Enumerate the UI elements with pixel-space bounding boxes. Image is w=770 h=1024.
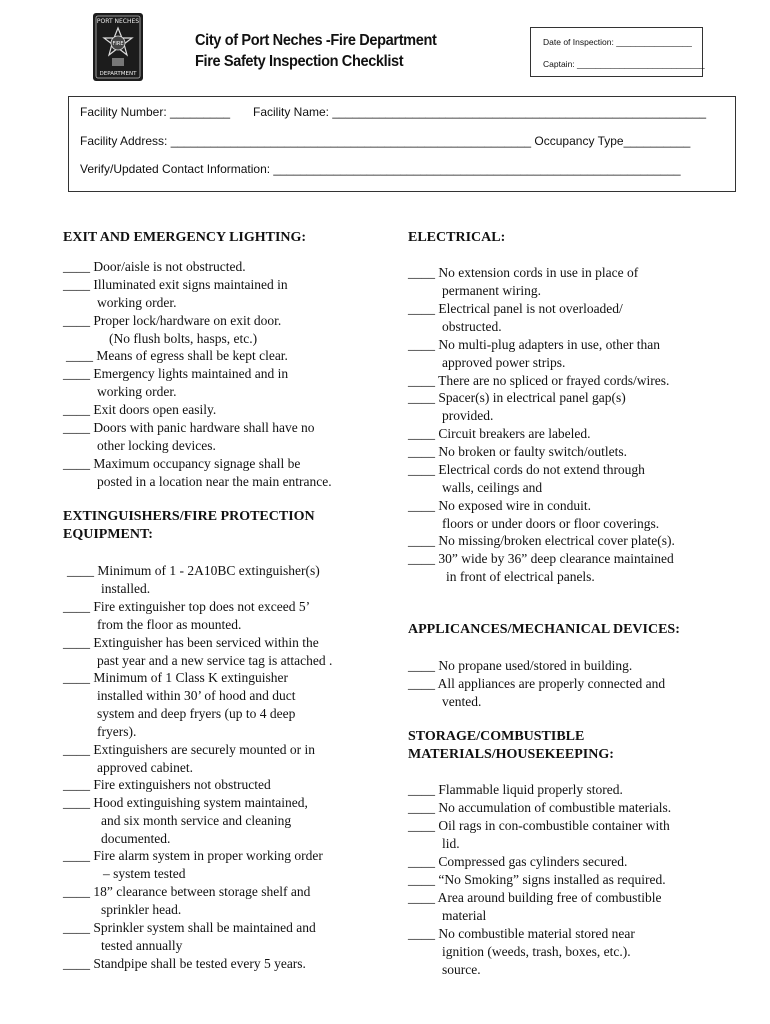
checklist-item-continuation: from the floor as mounted. — [97, 617, 242, 632]
facility-info-box — [68, 96, 736, 192]
title-line-1: City of Port Neches -Fire Department — [195, 32, 437, 49]
checklist-item[interactable]: ____ Hood extinguishing system maintained, — [63, 795, 308, 810]
contact-info-field[interactable]: Verify/Updated Contact Information: _____________________________________________________________ — [80, 162, 681, 176]
checklist-item[interactable]: ____ Exit doors open easily. — [63, 402, 217, 417]
checklist-item[interactable]: ____ Electrical cords do not extend through — [408, 462, 645, 477]
checklist-item-continuation: material — [442, 908, 487, 923]
checklist-item[interactable]: ____ Area around building free of combustible — [408, 890, 662, 905]
checklist-item-continuation: permanent wiring. — [442, 283, 541, 298]
date-of-inspection-field[interactable]: Date of Inspection: ________________ — [543, 37, 692, 47]
checklist-item[interactable]: ____ Emergency lights maintained and in — [63, 366, 289, 381]
checklist-item[interactable]: ____ No extension cords in use in place of — [408, 265, 639, 280]
checklist-item-continuation: obstructed. — [442, 319, 502, 334]
facility-number-field[interactable]: Facility Number: _________ — [80, 105, 231, 119]
checklist-item[interactable]: ____ Proper lock/hardware on exit door. — [63, 313, 282, 328]
svg-text:FIRE: FIRE — [112, 41, 124, 47]
checklist-item[interactable]: ____ Sprinkler system shall be maintained and — [63, 920, 316, 935]
checklist-item-continuation: approved power strips. — [442, 355, 566, 370]
svg-text:DEPARTMENT: DEPARTMENT — [99, 71, 137, 77]
title-line-2: Fire Safety Inspection Checklist — [195, 53, 404, 70]
checklist-item-continuation: system and deep fryers (up to 4 deep — [97, 706, 296, 721]
checklist-item-continuation: tested annually — [101, 938, 183, 953]
svg-text:PORT NECHES: PORT NECHES — [96, 18, 140, 25]
checklist-item[interactable]: ____ There are no spliced or frayed cords/wires. — [408, 373, 670, 388]
checklist-item[interactable]: ____ “No Smoking” signs installed as required. — [408, 872, 666, 887]
checklist-item-continuation: other locking devices. — [97, 438, 216, 453]
exit-lighting-heading: EXIT AND EMERGENCY LIGHTING: — [63, 230, 307, 245]
checklist-item-continuation: documented. — [101, 831, 171, 846]
checklist-item-continuation: provided. — [442, 408, 494, 423]
checklist-item[interactable]: ____ Compressed gas cylinders secured. — [408, 854, 628, 869]
facility-name-field[interactable]: Facility Name: ________________________________________________________ — [253, 105, 707, 119]
checklist-item[interactable]: ____ Standpipe shall be tested every 5 years. — [63, 956, 306, 971]
checklist-item[interactable]: ____ Minimum of 1 - 2A10BC extinguisher(s) — [67, 563, 320, 578]
checklist-item-continuation: working order. — [97, 384, 177, 399]
page-title — [195, 30, 436, 72]
checklist-item-continuation: source. — [442, 962, 481, 977]
checklist-item-continuation: – system tested — [103, 866, 186, 881]
checklist-item[interactable]: ____ No accumulation of combustible materials. — [408, 800, 672, 815]
checklist-item[interactable]: ____ 30” wide by 36” deep clearance maintained — [408, 551, 674, 566]
checklist-item[interactable]: ____ Means of egress shall be kept clear. — [66, 348, 288, 363]
checklist-item[interactable]: ____ No combustible material stored near — [408, 926, 635, 941]
checklist-item[interactable]: ____ Fire alarm system in proper working order — [63, 848, 323, 863]
captain-field[interactable]: Captain: ___________________________ — [543, 59, 705, 69]
checklist-item-continuation: installed. — [101, 581, 151, 596]
checklist-item-continuation: floors or under doors or floor coverings. — [442, 516, 660, 531]
facility-address-field[interactable]: Facility Address: ______________________________________________________ Occupancy Type__________ — [80, 134, 691, 148]
checklist-item-continuation: (No flush bolts, hasps, etc.) — [109, 331, 258, 346]
checklist-item-continuation: posted in a location near the main entrance. — [97, 474, 332, 489]
checklist-item[interactable]: ____ Flammable liquid properly stored. — [408, 782, 623, 797]
electrical-heading: ELECTRICAL: — [408, 230, 506, 245]
fire-department-badge — [92, 12, 144, 82]
extinguishers-heading-line-1: EXTINGUISHERS/FIRE PROTECTION — [63, 509, 315, 524]
checklist-item-continuation: installed within 30’ of hood and duct — [97, 688, 296, 703]
checklist-item[interactable]: ____ Circuit breakers are labeled. — [408, 426, 591, 441]
storage-heading-line-1: STORAGE/COMBUSTIBLE — [408, 729, 585, 744]
checklist-item-continuation: sprinkler head. — [101, 902, 182, 917]
checklist-item[interactable]: ____ Door/aisle is not obstructed. — [63, 259, 246, 274]
checklist-item[interactable]: ____ Fire extinguisher top does not exceed 5’ — [63, 599, 311, 614]
checklist-item[interactable]: ____ No propane used/stored in building. — [408, 658, 633, 673]
checklist-item-continuation: in front of electrical panels. — [446, 569, 595, 584]
checklist-item-continuation: ignition (weeds, trash, boxes, etc.). — [442, 944, 631, 959]
checklist-item-continuation: fryers). — [97, 724, 137, 739]
checklist-item[interactable]: ____ No multi-plug adapters in use, other than — [408, 337, 660, 352]
checklist-item[interactable]: ____ No missing/broken electrical cover plate(s). — [408, 533, 675, 548]
appliances-heading: APPLICANCES/MECHANICAL DEVICES: — [408, 622, 680, 637]
checklist-item-continuation: approved cabinet. — [97, 760, 193, 775]
checklist-item[interactable]: ____ No broken or faulty switch/outlets. — [408, 444, 627, 459]
checklist-item-continuation: walls, ceilings and — [442, 480, 543, 495]
checklist-item[interactable]: ____ Extinguisher has been serviced within the — [63, 635, 319, 650]
checklist-item[interactable]: ____ Doors with panic hardware shall have no — [63, 420, 315, 435]
checklist-item-continuation: past year and a new service tag is attached . — [97, 653, 333, 668]
checklist-item[interactable]: ____ Oil rags in con-combustible container with — [408, 818, 670, 833]
storage-heading-line-2: MATERIALS/HOUSEKEEPING: — [408, 747, 614, 762]
checklist-item[interactable]: ____ Maximum occupancy signage shall be — [63, 456, 301, 471]
checklist-item[interactable]: ____ No exposed wire in conduit. — [408, 498, 591, 513]
checklist-item[interactable]: ____ All appliances are properly connected and — [408, 676, 666, 691]
checklist-item[interactable]: ____ Electrical panel is not overloaded/ — [408, 301, 623, 316]
checklist-item-continuation: working order. — [97, 295, 177, 310]
checklist-item-continuation: lid. — [442, 836, 460, 851]
checklist-item[interactable]: ____ 18” clearance between storage shelf and — [63, 884, 311, 899]
extinguishers-heading-line-2: EQUIPMENT: — [63, 527, 153, 542]
inspection-box — [530, 27, 703, 77]
checklist-item[interactable]: ____ Minimum of 1 Class K extinguisher — [63, 670, 288, 685]
checklist-item[interactable]: ____ Spacer(s) in electrical panel gap(s) — [408, 390, 626, 405]
checklist-item[interactable]: ____ Extinguishers are securely mounted or in — [63, 742, 315, 757]
checklist-item-continuation: and six month service and cleaning — [101, 813, 292, 828]
checklist-item[interactable]: ____ Fire extinguishers not obstructed — [63, 777, 271, 792]
checklist-item-continuation: vented. — [442, 694, 482, 709]
checklist-item[interactable]: ____ Illuminated exit signs maintained in — [63, 277, 288, 292]
